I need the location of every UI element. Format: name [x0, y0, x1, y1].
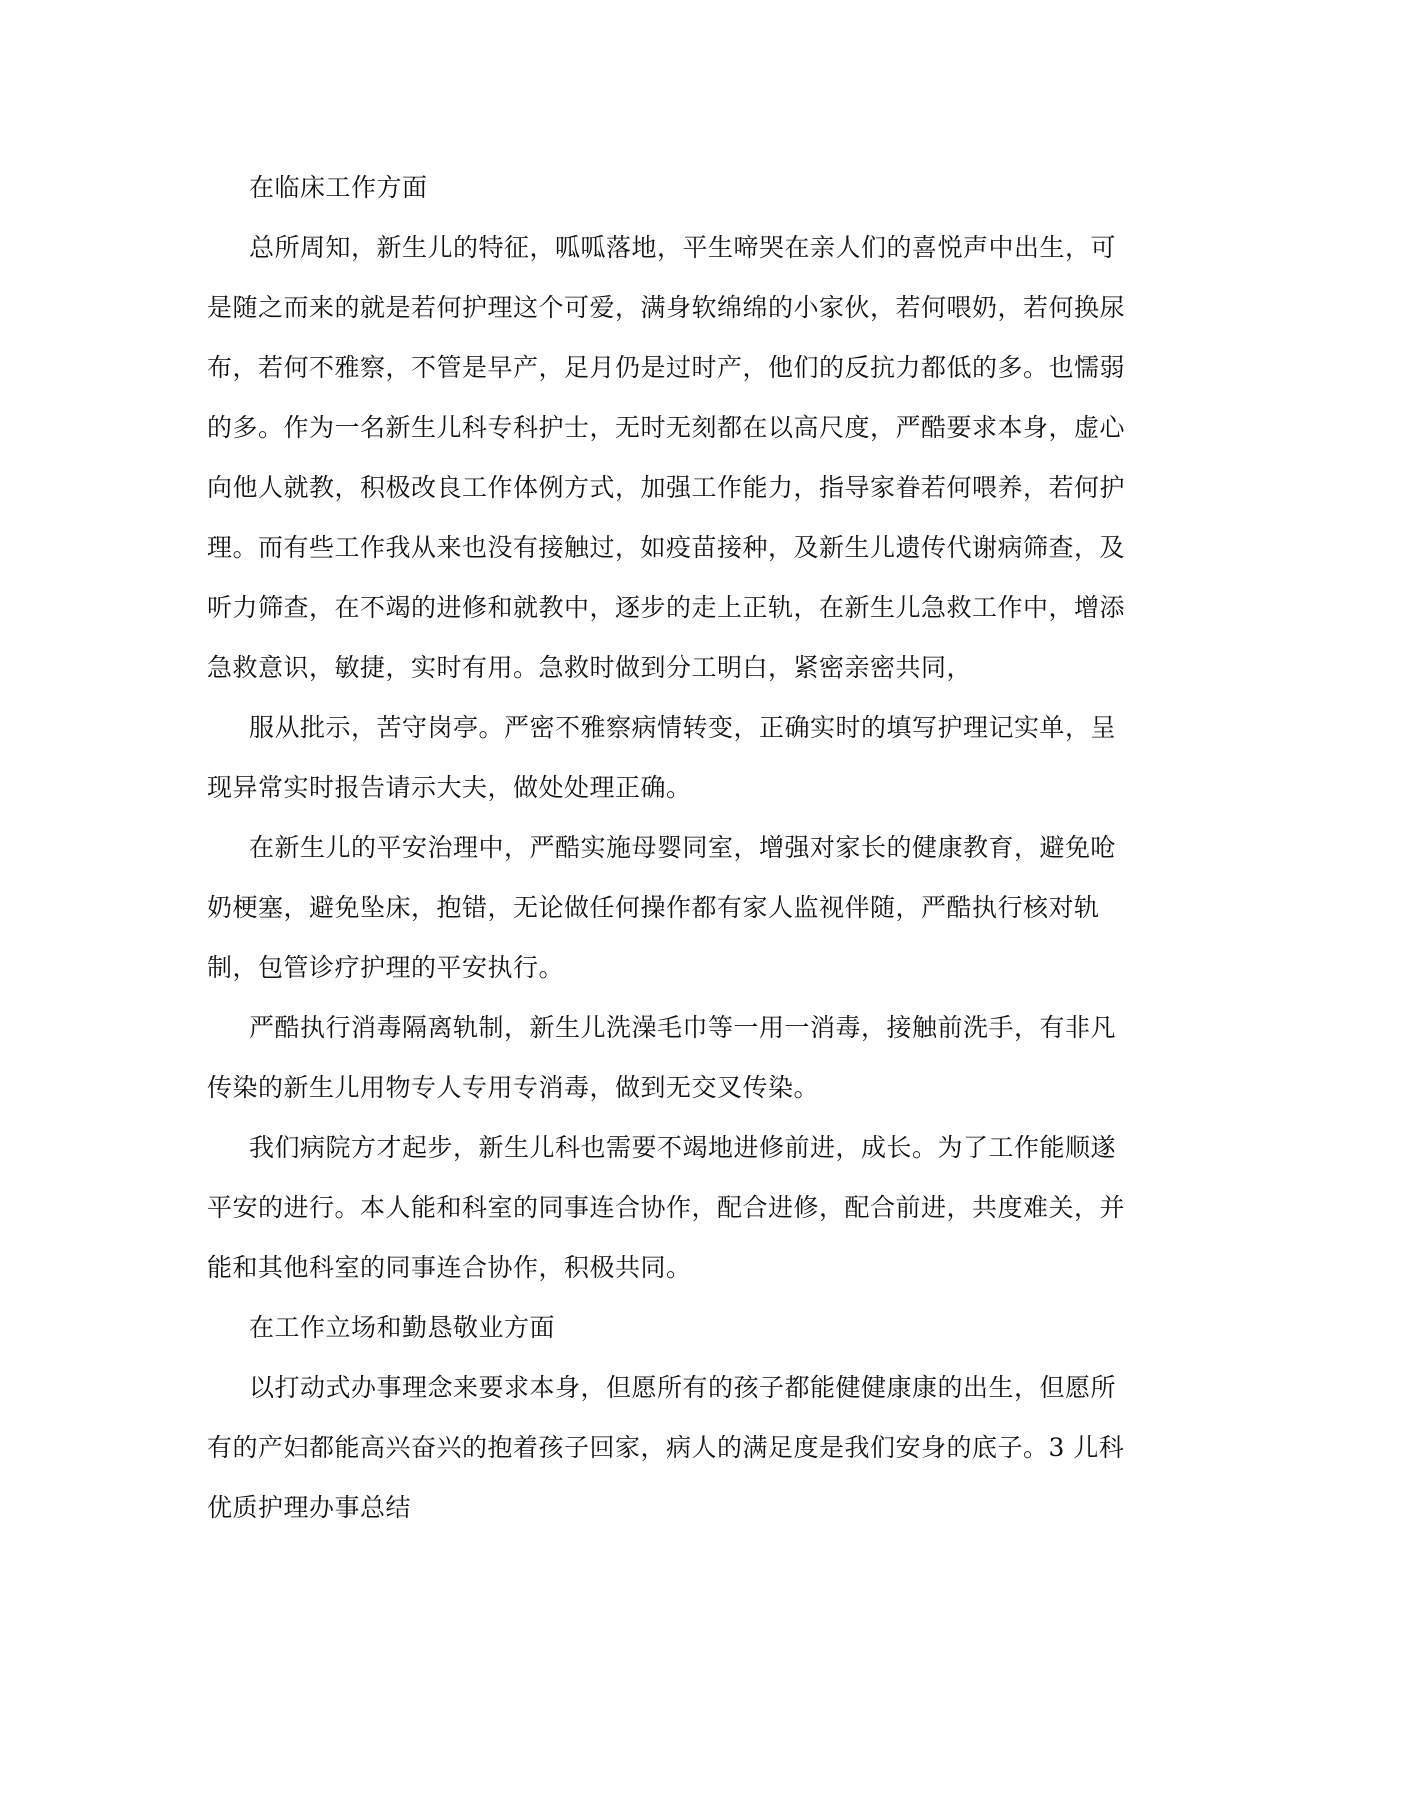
text-line: 有的产妇都能高兴奋兴的抱着孩子回家，病人的满足度是我们安身的底子。3 儿科 — [207, 1433, 1125, 1462]
text-line: 制，包管诊疗护理的平安执行。 — [207, 953, 565, 982]
section-heading-clinical-work — [207, 158, 1197, 218]
paragraph-service-philosophy — [207, 1358, 1197, 1538]
paragraph-safety-management — [207, 818, 1197, 998]
section-heading-attitude — [207, 1298, 1197, 1358]
paragraph-teamwork — [207, 1118, 1197, 1298]
text-line: 能和其他科室的同事连合协作，积极共同。 — [207, 1253, 692, 1282]
text-line: 严酷执行消毒隔离轨制，新生儿洗澡毛巾等一用一消毒，接触前洗手，有非凡 — [249, 1013, 1117, 1042]
text-line: 向他人就教，积极改良工作体例方式，加强工作能力，指导家眷若何喂养，若何护 — [207, 473, 1126, 502]
text-line: 在工作立场和勤恳敬业方面 — [249, 1313, 556, 1342]
text-line: 布，若何不雅察，不管是早产，足月仍是过时产，他们的反抗力都低的多。也懦弱 — [207, 353, 1126, 382]
text-line: 传染的新生儿用物专人专用专消毒，做到无交叉传染。 — [207, 1073, 820, 1102]
text-line: 奶梗塞，避免坠床，抱错，无论做任何操作都有家人监视伴随，严酷执行核对轨 — [207, 893, 1100, 922]
paragraph-disinfection — [207, 998, 1197, 1118]
text-line: 在新生儿的平安治理中，严酷实施母婴同室，增强对家长的健康教育，避免呛 — [249, 833, 1117, 862]
text-line: 平安的进行。本人能和科室的同事连合协作，配合进修，配合前进，共度难关，并 — [207, 1193, 1126, 1222]
paragraph-obey-instructions — [207, 698, 1197, 818]
paragraph-newborn-care — [207, 218, 1197, 698]
text-line: 理。而有些工作我从来也没有接触过，如疫苗接种，及新生儿遗传代谢病筛查，及 — [207, 533, 1126, 562]
text-line: 在临床工作方面 — [249, 173, 428, 202]
text-line: 优质护理办事总结 — [207, 1493, 412, 1522]
text-line: 我们病院方才起步，新生儿科也需要不竭地进修前进，成长。为了工作能顺遂 — [249, 1133, 1117, 1162]
text-line: 是随之而来的就是若何护理这个可爱，满身软绵绵的小家伙，若何喂奶，若何换尿 — [207, 293, 1126, 322]
text-line: 的多。作为一名新生儿科专科护士，无时无刻都在以高尺度，严酷要求本身，虚心 — [207, 413, 1126, 442]
text-line: 以打动式办事理念来要求本身，但愿所有的孩子都能健健康康的出生，但愿所 — [249, 1373, 1117, 1402]
text-line: 现异常实时报告请示大夫，做处处理正确。 — [207, 773, 692, 802]
text-line: 急救意识，敏捷，实时有用。急救时做到分工明白，紧密亲密共同， — [207, 653, 973, 682]
document-body — [207, 158, 1197, 1538]
text-line: 服从批示，苦守岗亭。严密不雅察病情转变，正确实时的填写护理记实单，呈 — [249, 713, 1117, 742]
text-line: 听力筛查，在不竭的进修和就教中，逐步的走上正轨，在新生儿急救工作中，增添 — [207, 593, 1126, 622]
text-line: 总所周知，新生儿的特征，呱呱落地，平生啼哭在亲人们的喜悦声中出生，可 — [249, 233, 1117, 262]
